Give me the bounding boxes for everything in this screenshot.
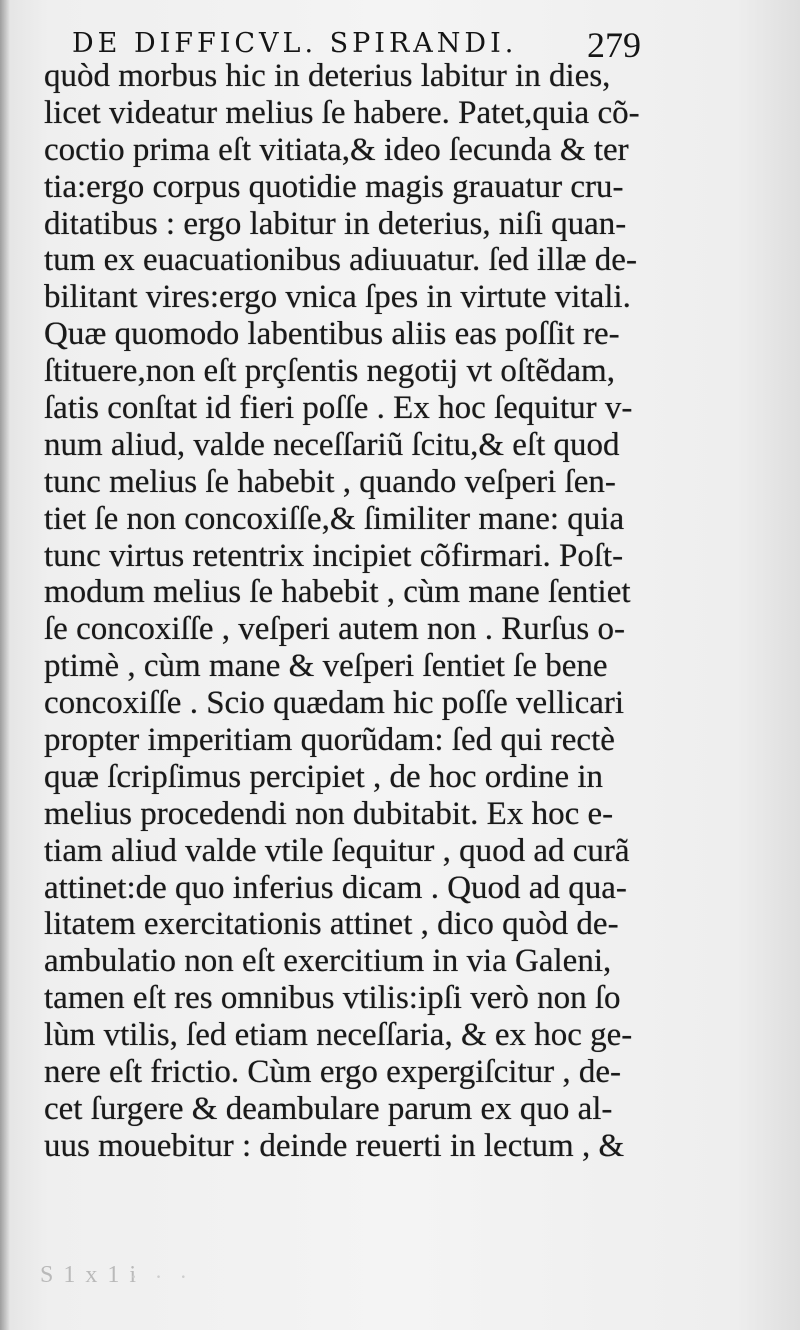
running-head: DE DIFFICVL. SPIRANDI. (72, 28, 518, 59)
text-line: modum melius ſe habebit , cùm mane ſentiet (44, 574, 631, 611)
text-line: nere eſt frictio. Cùm ergo expergiſcitur , de- (44, 1054, 622, 1091)
text-line: tunc melius ſe habebit , quando veſperi ſen- (44, 463, 616, 500)
text-line: tamen eſt res omnibus vtilis:ipſi verò non ſo (44, 980, 621, 1017)
text-line: tia:ergo corpus quotidie magis grauatur cru- (44, 168, 624, 205)
gutter-shadow (0, 0, 10, 1330)
text-line: quòd morbus hic in deterius labitur in dies, (44, 58, 611, 94)
text-line: propter imperitiam quorũdam: ſed qui rectè (44, 722, 615, 759)
text-line: Quæ quomodo labentibus aliis eas poſſit re- (44, 316, 620, 353)
text-line: tum ex euacuationibus adiuuatur. ſed illæ de- (44, 242, 637, 279)
text-line: uus mouebitur : deinde reuerti in lectum , & (44, 1127, 625, 1164)
text-line: ſatis conſtat id fieri poſſe . Ex hoc ſequitur v- (44, 390, 633, 427)
page-footer (40, 1262, 640, 1302)
text-line: ditatibus : ergo labitur in deterius, niſi quan- (44, 205, 627, 242)
text-line: ptimè , cùm mane & veſperi ſentiet ſe bene (44, 648, 608, 685)
text-line: concoxiſſe . Scio quædam hic poſſe vellicari (44, 685, 625, 722)
text-line: ſtituere,non eſt prçſentis negotij vt oſtẽdam, (44, 353, 615, 390)
text-line: ambulatio non eſt exercitium in via Galeni, (44, 943, 612, 980)
text-line: tiam aliud valde vtile ſequitur , quod ad curã (44, 832, 630, 869)
text-line: litatem exercitationis attinet , dico quòd de- (44, 906, 619, 943)
text-line: lùm vtilis, ſed etiam neceſſaria, & ex hoc ge- (44, 1017, 633, 1054)
text-line: bilitant vires:ergo vnica ſpes in virtute vitali. (44, 279, 631, 316)
text-line: tiet ſe non concoxiſſe,& ſimiliter mane: quia (44, 500, 625, 537)
show-through-text: · · · (130, 1264, 193, 1289)
text-line: num aliud, valde neceſſariũ ſcitu,& eſt quod (44, 426, 620, 463)
page-number: 279 (587, 25, 641, 65)
text-line: tunc virtus retentrix incipiet cõfirmari. Poſt- (44, 537, 624, 574)
body-text (44, 58, 664, 1165)
text-line: quæ ſcripſimus percipiet , de hoc ordine in (44, 758, 604, 795)
signature-mark: S 1 x 1 i (40, 1262, 139, 1288)
text-line: attinet:de quo inferius dicam . Quod ad qua- (44, 869, 627, 906)
text-line: melius procedendi non dubitabit. Ex hoc e- (44, 795, 614, 832)
text-line: coctio prima eſt vitiata,& ideo ſecunda & ter (44, 131, 629, 168)
text-line: cet ſurgere & deambulare parum ex quo al- (44, 1090, 613, 1127)
text-line: ſe concoxiſſe , veſperi autem non . Rurſus o- (44, 611, 626, 648)
text-line: licet videatur melius ſe habere. Patet,quia cõ- (44, 94, 640, 131)
